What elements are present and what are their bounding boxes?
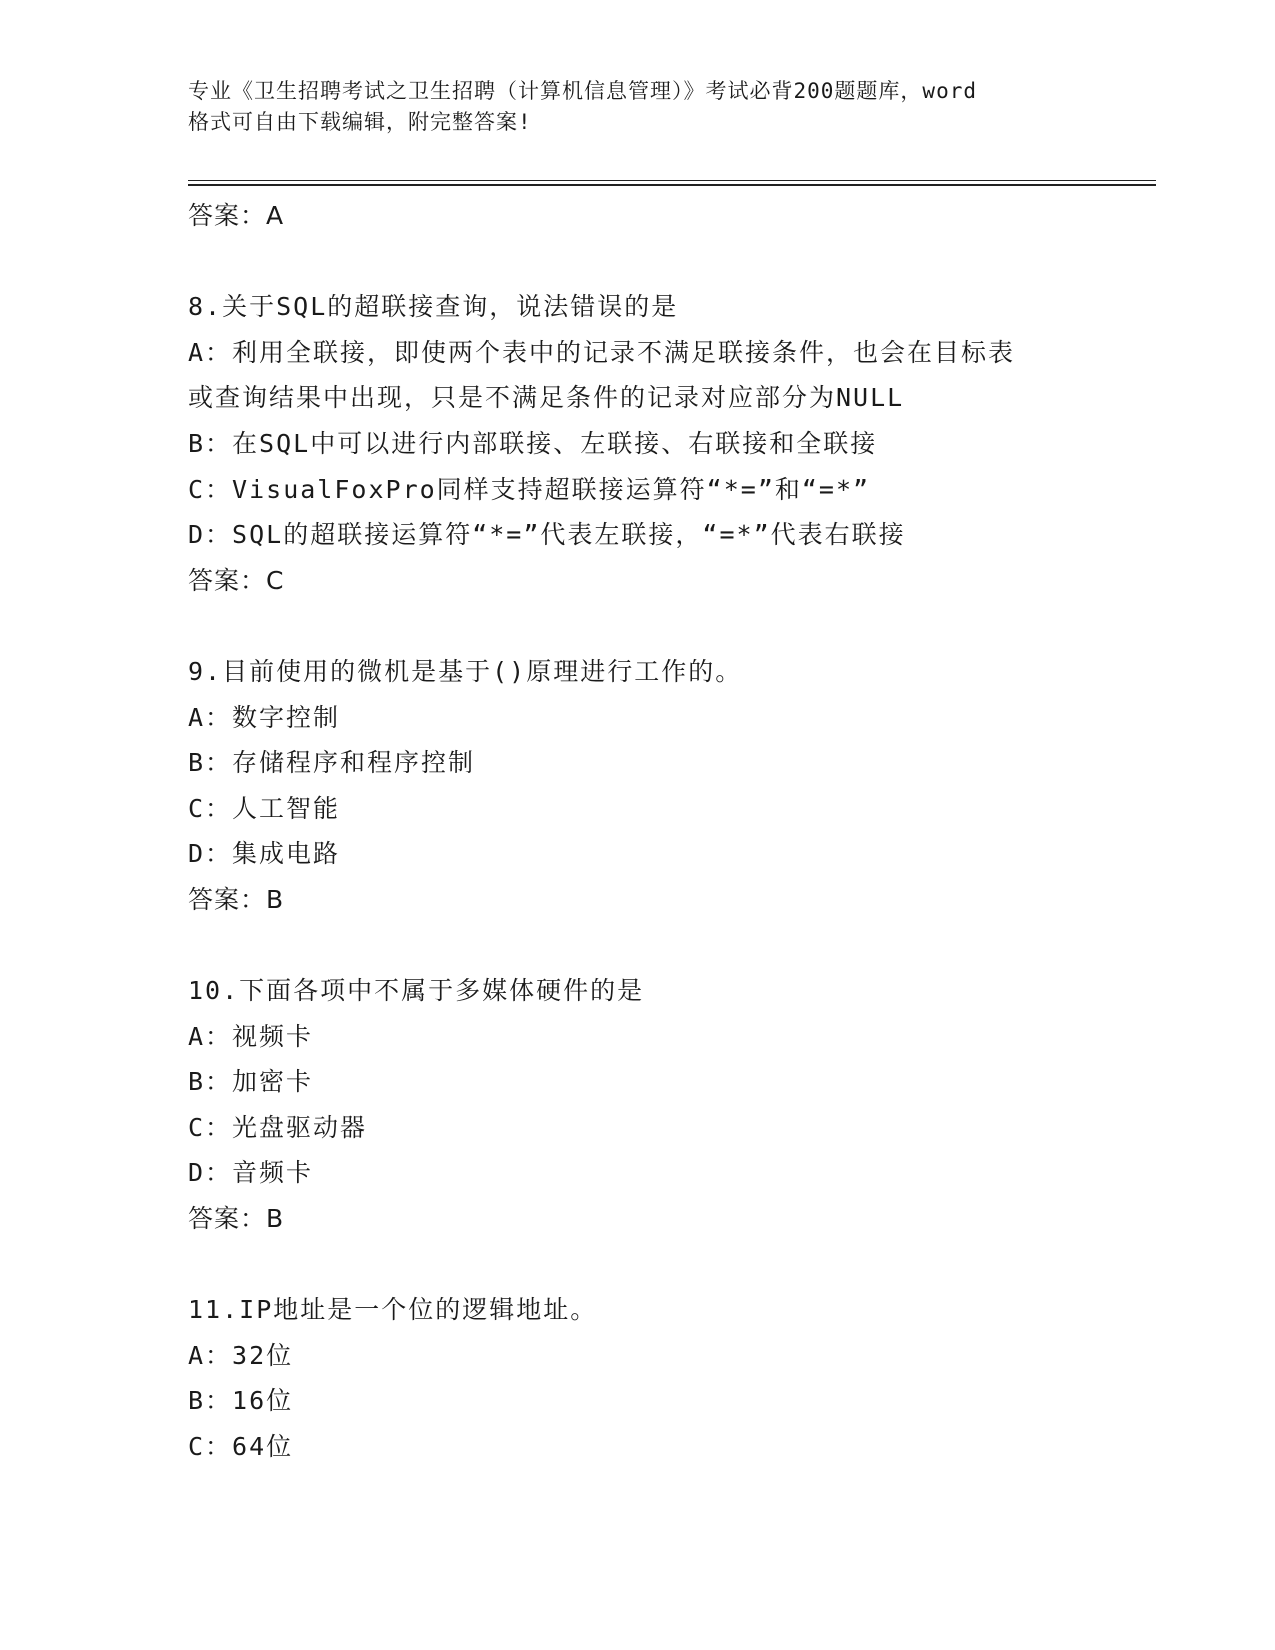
- option-a: A：视频卡: [188, 1021, 314, 1051]
- spacer: [188, 1242, 1148, 1288]
- answer-line: 答案：B: [188, 1204, 285, 1234]
- document-header: [188, 76, 1088, 138]
- spacer: [188, 923, 1148, 969]
- option-b: B：在SQL中可以进行内部联接、左联接、右联接和全联接: [188, 428, 878, 458]
- option-d: D：音频卡: [188, 1158, 314, 1188]
- option-c: C：人工智能: [188, 793, 341, 823]
- option-c: C：VisualFoxPro同样支持超联接运算符“*=”和“=*”: [188, 474, 871, 504]
- option-a-continued: 或查询结果中出现，只是不满足条件的记录对应部分为NULL: [188, 383, 905, 413]
- question-list: [188, 193, 1148, 1470]
- answer-line: 答案：C: [188, 565, 285, 595]
- answer-line: 答案：B: [188, 884, 285, 914]
- spacer: [188, 239, 1148, 285]
- header-divider: [188, 180, 1156, 186]
- spacer: [188, 603, 1148, 649]
- question-stem: 10.下面各项中不属于多媒体硬件的是: [188, 976, 645, 1006]
- option-a: A：利用全联接，即使两个表中的记录不满足联接条件，也会在目标表: [188, 337, 1016, 367]
- option-a: A：数字控制: [188, 702, 341, 732]
- option-a: A：32位: [188, 1340, 294, 1370]
- option-b: B：加密卡: [188, 1067, 314, 1097]
- question-8: [188, 284, 1148, 603]
- option-b: B：存储程序和程序控制: [188, 748, 476, 778]
- option-b: B：16位: [188, 1386, 294, 1416]
- header-line-1: 专业《卫生招聘考试之卫生招聘（计算机信息管理）》考试必背200题题库，word: [188, 79, 977, 103]
- option-c: C：64位: [188, 1432, 294, 1462]
- option-d: D：SQL的超联接运算符“*=”代表左联接，“=*”代表右联接: [188, 520, 906, 550]
- answer-line: 答案：A: [188, 201, 285, 230]
- question-11: [188, 1287, 1148, 1469]
- question-stem: 8.关于SQL的超联接查询，说法错误的是: [188, 292, 679, 322]
- header-line-2: 格式可自由下载编辑，附完整答案!: [188, 110, 532, 134]
- question-stem: 11.IP地址是一个位的逻辑地址。: [188, 1295, 598, 1325]
- question-9: [188, 649, 1148, 923]
- option-c: C：光盘驱动器: [188, 1112, 368, 1142]
- question-10: [188, 968, 1148, 1242]
- option-d: D：集成电路: [188, 839, 341, 869]
- question-stem: 9.目前使用的微机是基于()原理进行工作的。: [188, 656, 743, 686]
